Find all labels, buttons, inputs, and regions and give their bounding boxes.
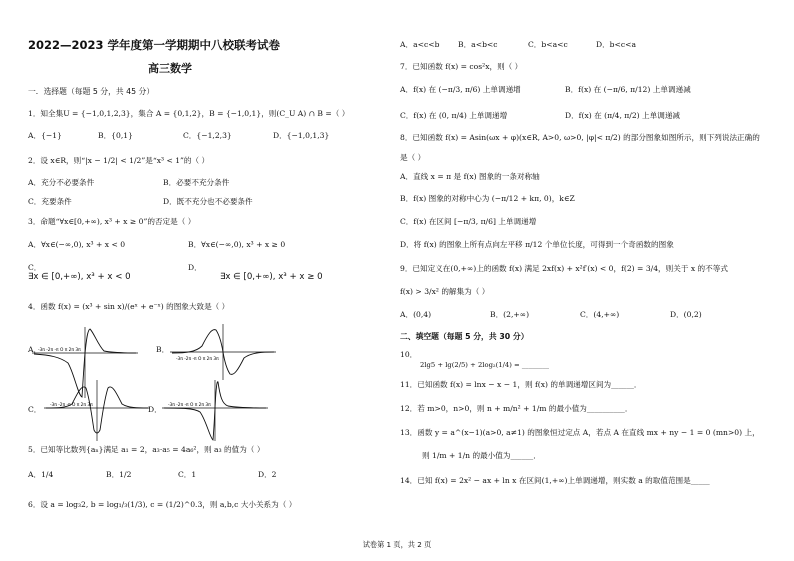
q4-graph-b-ticks: -3π -2π -π O π 2π 3π	[176, 357, 219, 362]
q4-graph-c-ticks: -3π -2π -π O π 2π 3π	[50, 403, 93, 408]
q6-option-b: B．a<b<c	[458, 40, 498, 49]
q8-option-c: C．f(x) 在区间 [−π/3, π/6] 上单调递增	[400, 217, 537, 226]
exam-title: 2022—2023 学年度第一学期期中八校联考试卷	[28, 38, 281, 52]
q8-option-b: B．f(x) 图象的对称中心为 (−π/12 + kπ, 0)，k∈Z	[400, 194, 575, 203]
q2-option-d: D．既不充分也不必要条件	[163, 197, 253, 206]
q14-stem: 14．已知 f(x) = 2x² − ax + ln x 在区间(1,+∞)上单调递增，则实数 a 的取值范围是_____	[400, 476, 710, 485]
q13-stem-line1: 13．函数 y = a^(x−1)(a>0, a≠1) 的图象恒过定点 A，若点 A 在直线 mx + ny − 1 = 0 (mn>0) 上，	[400, 428, 760, 437]
q1-option-b: B．{0,1}	[98, 131, 133, 140]
q9-option-d: D．(0,2)	[670, 310, 702, 319]
q3-option-a: A．∀x∈(−∞,0), x³ + x < 0	[28, 240, 126, 249]
q1-option-d: D．{−1,0,1,3}	[273, 131, 330, 140]
q5-option-b: B．1/2	[106, 470, 132, 479]
q3-option-d-text: ∃x ∈ [0,+∞), x³ + x ≥ 0	[220, 272, 323, 282]
q10-expression: 2lg5 + lg(2/5) + 2log₂(1/4) = ________	[420, 361, 550, 369]
q2-option-c: C．充要条件	[28, 197, 72, 206]
q4-stem: 4．函数 f(x) = (x³ + sin x)/(eˣ + e⁻ˣ) 的图象大致是（ ）	[28, 302, 230, 311]
q10-number: 10．	[400, 350, 418, 359]
q8-option-d: D．将 f(x) 的图象上所有点向左平移 π/12 个单位长度，可得到一个奇函数的图象	[400, 240, 674, 249]
q6-stem: 6．设 a = log₃2, b = log₁/₃(1/3), c = (1/2)^0.3，则 a,b,c 大小关系为（ ）	[28, 500, 297, 509]
page-footer: 试卷第 1 页，共 2 页	[362, 540, 432, 549]
q1-option-a: A．{−1}	[28, 131, 62, 140]
q7-option-d: D．f(x) 在 (π/4, π/2) 上单调递减	[565, 111, 681, 120]
exam-subtitle: 高三数学	[148, 62, 192, 75]
q8-stem-line1: 8．已知函数 f(x) = Asin(ωx + φ)(x∈R, A>0, ω>0, |φ|< π/2) 的部分图象如图所示，则下列说法正确的	[400, 133, 760, 142]
q4-graph-c	[42, 378, 152, 443]
q9-option-b: B．(2,+∞)	[490, 310, 530, 319]
q4-graph-d	[160, 378, 270, 443]
q6-option-c: C．b<a<c	[528, 40, 568, 49]
q6-option-d: D．b<c<a	[596, 40, 637, 49]
q9-stem-line2: f(x) > 3/x² 的解集为（ ）	[400, 287, 490, 296]
q4-option-b: B．	[156, 345, 170, 354]
q6-option-a: A．a<c<b	[400, 40, 440, 49]
q9-option-c: C．(4,+∞)	[580, 310, 620, 319]
q3-option-c-label: C．	[28, 263, 42, 272]
q3-stem: 3．命题“∀x∈[0,+∞), x³ + x ≥ 0”的否定是（ ）	[28, 217, 196, 226]
q5-stem: 5．已知等比数列{aₙ}满足 a₁ = 2，a₃·a₅ = 4a₆²，则 a₃ 的值为（ ）	[28, 445, 265, 454]
q3-option-c-text: ∃x ∈ [0,+∞), x³ + x < 0	[28, 272, 131, 282]
q4-option-d: D．	[148, 405, 162, 414]
q2-option-b: B．必要不充分条件	[163, 178, 230, 187]
q4-graph-a-ticks: -3π -2π -π O π 2π 3π	[38, 348, 81, 353]
q12-stem: 12．若 m>0，n>0，则 n + m/n² + 1/m 的最小值为__________．	[400, 404, 633, 413]
q11-stem: 11．已知函数 f(x) = lnx − x − 1，则 f(x) 的单调递增区间为______．	[400, 380, 642, 389]
q4-option-c: C．	[28, 405, 42, 414]
q8-option-a: A．直线 x = π 是 f(x) 图象的一条对称轴	[400, 172, 540, 181]
q7-option-c: C．f(x) 在 (0, π/4) 上单调递增	[400, 111, 508, 120]
q5-option-a: A．1/4	[28, 470, 54, 479]
q7-option-a: A．f(x) 在 (−π/3, π/6) 上单调递增	[400, 85, 521, 94]
q4-graph-b	[168, 322, 278, 382]
section2-heading: 二、填空题（每题 5 分，共 30 分）	[400, 332, 529, 341]
q3-option-d-label: D．	[188, 263, 202, 272]
q7-option-b: B．f(x) 在 (−π/6, π/12) 上单调递减	[565, 85, 691, 94]
q2-stem: 2．设 x∈R，则“|x − 1/2| < 1/2”是“x³ < 1”的（ ）	[28, 156, 210, 165]
q13-stem-line2: 则 1/m + 1/n 的最小值为______．	[422, 451, 541, 460]
q2-option-a: A．充分不必要条件	[28, 178, 95, 187]
q1-option-c: C．{−1,2,3}	[183, 131, 232, 140]
q3-option-b: B．∀x∈(−∞,0), x³ + x ≥ 0	[188, 240, 286, 249]
q9-option-a: A．(0,4)	[400, 310, 432, 319]
q5-option-c: C．1	[178, 470, 197, 479]
q4-graph-d-ticks: -3π -2π -π O π 2π 3π	[168, 403, 211, 408]
q9-stem-line1: 9．已知定义在(0,+∞)上的函数 f(x) 满足 2xf(x) + x²f′(x) < 0，f(2) = 3/4，则关于 x 的不等式	[400, 264, 728, 273]
section1-heading: 一．选择题（每题 5 分，共 45 分）	[28, 87, 155, 96]
q4-option-a: A．	[28, 345, 42, 354]
q8-stem-line2: 是（ ）	[400, 153, 426, 162]
q5-option-d: D．2	[258, 470, 277, 479]
q7-stem: 7．已知函数 f(x) = cos²x，则（ ）	[400, 62, 523, 71]
q1-stem: 1．知全集U = {−1,0,1,2,3}，集合 A = {0,1,2}，B = {−1,0,1}，则(C_U A) ∩ B =（ ）	[28, 109, 350, 118]
